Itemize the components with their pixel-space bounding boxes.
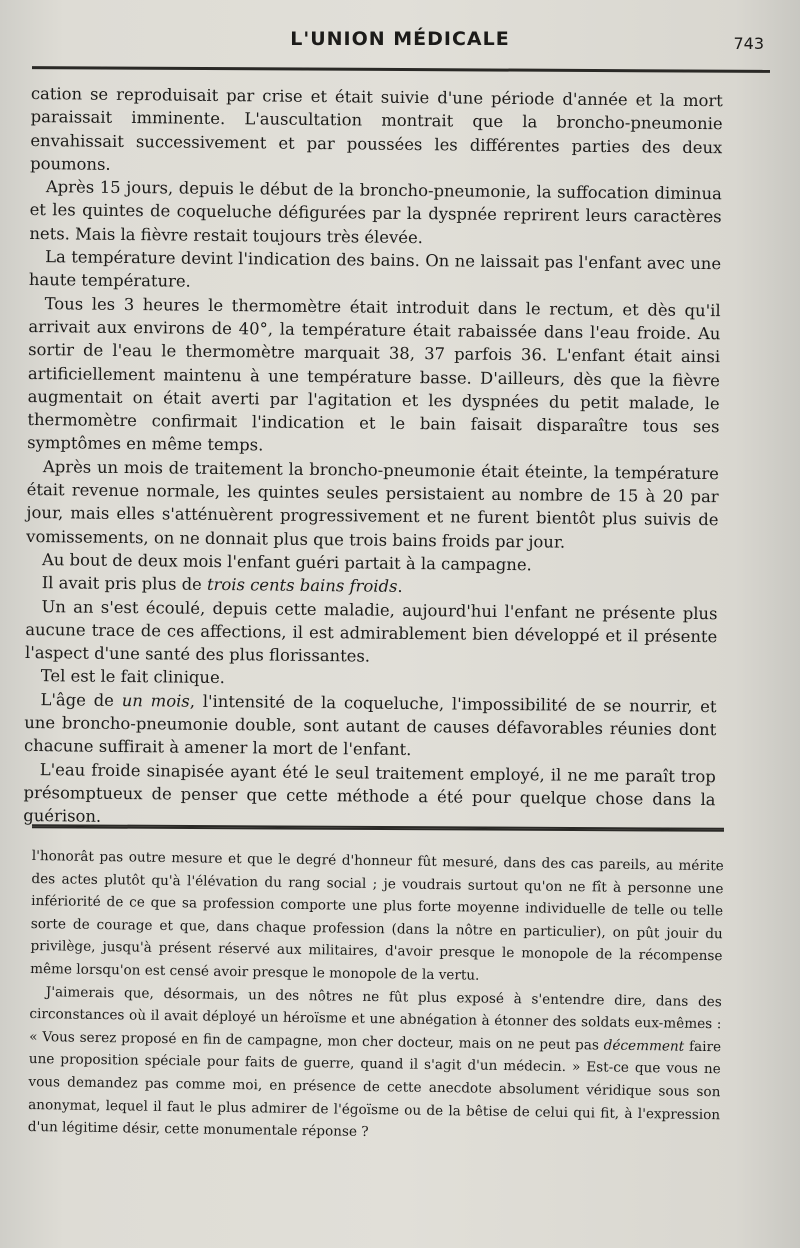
paragraph-10 bbox=[24, 688, 717, 765]
footnote-paragraph-2 bbox=[28, 981, 722, 1149]
paragraph-10-end: , l'intensité de la coqueluche, l'impossibilité de se nourrir, et une broncho-pneumonie double, sont autant de causes défavorables réunies dont chacune suffirait à amener la mort de l'enfant. bbox=[23, 691, 717, 760]
page-number: 743 bbox=[733, 34, 764, 53]
paragraph-9: Tel est le fait clinique. bbox=[40, 666, 226, 688]
paragraph-5: Après un mois de traitement la broncho-pneumonie était éteinte, la température était revenue normale, les quintes seules persistaient au nombre de 15 à 20 par jour, mais elles s'atténuèrent progressivement et ne furent bientôt plus suivis de vomissements, on ne donnait plus que trois bains froids par jour. bbox=[26, 456, 720, 552]
main-text bbox=[23, 82, 723, 835]
paragraph-8: Un an s'est écoulé, depuis cette maladie, aujourd'hui l'enfant ne présente plus aucune trace de ces affections, il est admirablement bien développé et il présente l'aspect d'une santé des plus florissantes. bbox=[24, 596, 718, 666]
footnote-paragraph-2-text: J'aimerais que, désormais, un des nôtres ne fût plus exposé à s'entendre dire, dans des circonstances où il avait déployé un héroïsme et une abnégation à étonner des soldats eux-mêmes : « Vous serez proposé en fin de campagne, mon cher docteur, mais on ne peut pas bbox=[29, 983, 722, 1054]
paragraph-6: Au bout de deux mois l'enfant guéri partait à la campagne. bbox=[41, 550, 532, 575]
paragraph-3: La température devint l'indication des bains. On ne laissait pas l'enfant avec une haute température. bbox=[28, 247, 722, 292]
header-rule bbox=[32, 66, 770, 73]
paragraph-7-text: Il avait pris plus de bbox=[41, 573, 208, 595]
paragraph-1: cation se reproduisait par crise et était suivie d'une période d'année et la mort paraissait imminente. L'auscultation montrait que la broncho-pneumonie envahissait successivement et par poussées les différentes parties des deux poumons. bbox=[30, 83, 723, 174]
running-title: L'UNION MÉDICALE bbox=[290, 28, 510, 50]
footnote-paragraph-1: l'honorât pas outre mesure et que le degré d'honneur fût mesuré, dans des cas pareils, au mérite des actes plutôt qu'à l'élévation du rang social ; je voudrais surtout qu'on ne fît à personne une infériorité de ce que sa profession comporte une plus forte moyenne individuelle de telle ou telle sorte de courage et que, dans chaque profession (dans la nôtre en particulier), on pût jouir du privilège, jusqu'à présent réservé aux militaires, d'avoir presque le monopole de la récompense même lorsqu'on est censé avoir presque le monopole de la vertu. bbox=[30, 847, 724, 984]
paragraph-11: L'eau froide sinapisée ayant été le seul traitement employé, il ne me paraît trop présomptueux de penser que cette méthode a été pour quelque chose dans la guérison. bbox=[23, 759, 716, 826]
paragraph-2: Après 15 jours, depuis le début de la broncho-pneumonie, la suffocation diminua et les quintes de coqueluche défigurées par la dyspnée reprirent leurs caractères nets. Mais la fièvre restait toujours très élevée. bbox=[29, 177, 722, 247]
paragraph-7-end: . bbox=[397, 577, 403, 597]
paragraph-10-text: L'âge de bbox=[40, 689, 122, 710]
paragraph-10-emphasis: un mois bbox=[121, 690, 190, 711]
paragraph-4: Tous les 3 heures le thermomètre était introduit dans le rectum, et dès qu'il arrivait aux environs de 40°, la température était rabaissée dans l'eau froide. Au sortir de l'eau le thermomètre marquait 38, 37 parfois 36. L'enfant était ainsi artificiellement maintenu à une température basse. D'ailleurs, dès que la fièvre augmentait on était averti par l'agitation et les dyspnées du petit malade, le thermomètre confirmait l'indication et le bain faisait disparaître tous ses symptômes en même temps. bbox=[27, 293, 721, 455]
paragraph-7-emphasis: trois cents bains froids bbox=[206, 575, 398, 597]
footnote-paragraph-2-emphasis: décemment bbox=[603, 1037, 685, 1055]
footnote-paragraph-2-end: faire une proposition spéciale pour faits de guerre, quand il s'agit d'un médecin. » Est-ce que vous ne vous demandez pas comme moi, en présence de cette anecdote absolument véridique sous son anonymat, lequel il faut le plus admirer de l'égoïsme ou de la bêtise de celui qui fit, à l'expression d'un légitime désir, cette monumentale réponse ? bbox=[27, 1038, 722, 1141]
page-header bbox=[30, 26, 770, 66]
footnote bbox=[28, 845, 724, 1149]
